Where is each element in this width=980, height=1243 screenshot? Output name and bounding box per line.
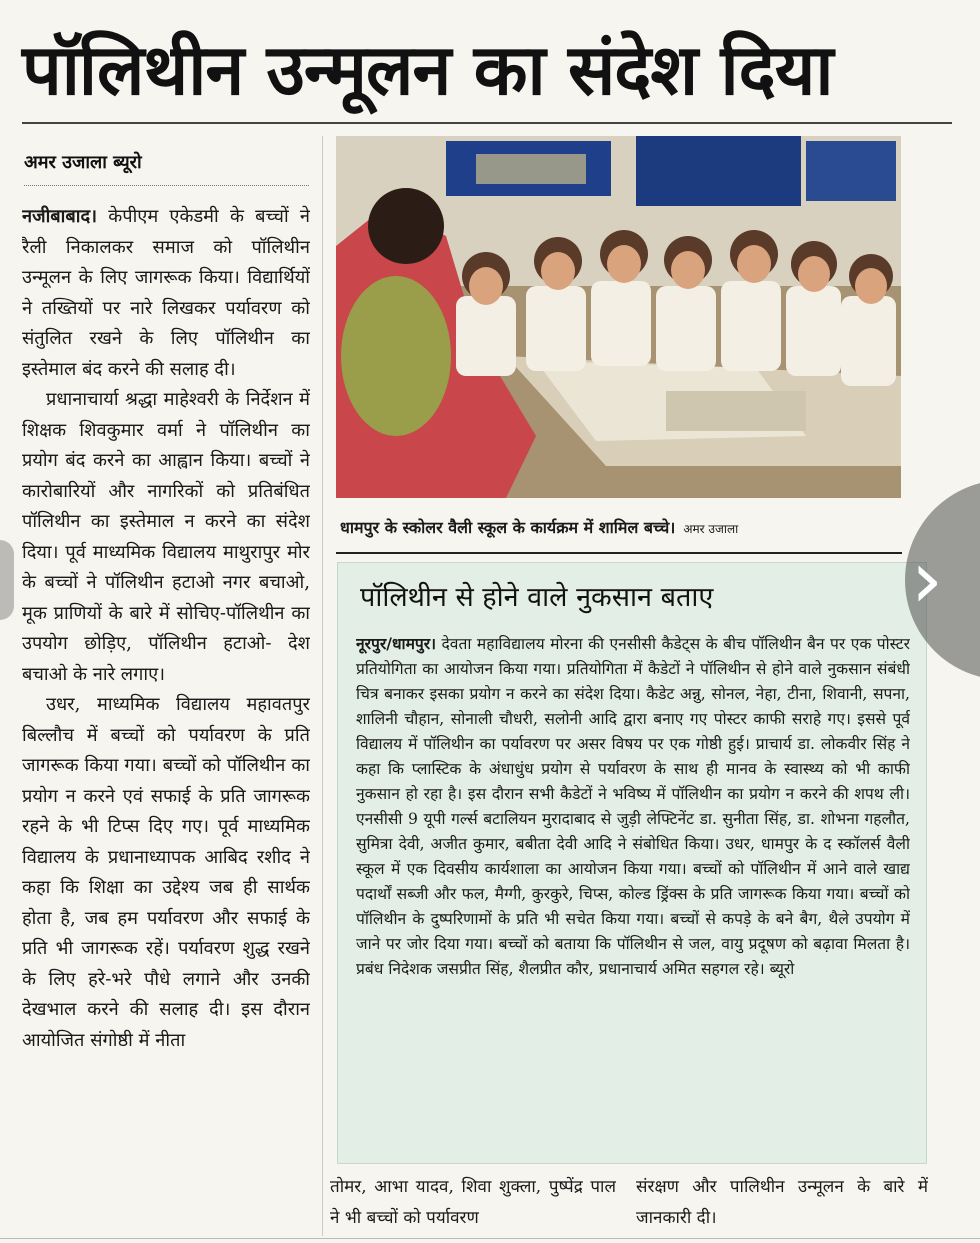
sidebar-dateline: नूरपुर/धामपुर।: [356, 634, 437, 653]
column-divider: [322, 136, 323, 1236]
article-continued-col2: तोमर, आभा यादव, शिवा शुक्ला, पुष्पेंद्र पाल ने भी बच्चों को पर्यावरण: [330, 1177, 616, 1228]
caption-rule: [336, 552, 902, 554]
classroom-photo-illustration: [336, 136, 901, 498]
article-paragraph: उधर, माध्यमिक विद्यालय महावतपुर बिल्लौच में बच्चों को पर्यावरण के प्रति जागरूक किया गया। बच्चों को पॉलिथीन का प्रयोग न करने एवं सफाई के प्रति जागरूक रहने के भी टिप्स दिए गए। पूर्व माध्यमिक विद्यालय के प्रधानाध्यापक आबिद रशीद ने कहा कि शिक्षा का उद्देश्य जब ही सार्थक होता है, जब हम पर्यावरण और सफाई के प्रति भी जागरूक रहें। पर्यावरण शुद्ध रखने के लिए हरे-भरे पौधे लगाने और उनकी देखभाल करने की सलाह दी। इस दौरान आयोजित संगोष्ठी में नीता: [22, 694, 310, 1051]
article-continued-col3: संरक्षण और पालिथीन उन्मूलन के बारे में जानकारी दी।: [636, 1177, 928, 1228]
article-dateline: नजीबाबाद।: [22, 206, 98, 227]
news-photo: [336, 136, 901, 498]
headline: पॉलिथीन उन्मूलन का संदेश दिया: [22, 29, 833, 111]
byline-rule: [24, 185, 309, 186]
sidebar-box: [337, 562, 927, 1164]
headline-rule: [22, 122, 952, 124]
next-page-chevron-icon[interactable]: ›: [905, 480, 980, 680]
sidebar-text: देवता महाविद्यालय मोरना की एनसीसी कैडेट्स के बीच पॉलिथीन बैन पर एक पोस्टर प्रतियोगिता का आयोजन किया गया। प्रतियोगिता में कैडेटों ने पॉलिथीन से होने वाले नुकसान संबंधी चित्र बनाकर इसका प्रयोग न करने का संदेश दिया। कैडेट अन्नु, सोनल, नेहा, टीना, शिवानी, सपना, शालिनी चौहान, सोनाली चौधरी, सलोनी आदि द्वारा बनाए गए पोस्टर काफी सराहे गए। इससे पूर्व विद्यालय में पॉलिथीन का पर्यावरण पर असर विषय पर एक गोष्ठी हुई। प्राचार्य डा. लोकवीर सिंह ने कहा कि प्लास्टिक के अंधाधुंध प्रयोग से पर्यावरण के साथ ही मानव के स्वास्थ्य को भी काफी नुकसान हो रहा है। इस दौरान सभी कैडेटों ने भविष्य में पॉलिथीन का प्रयोग न करने की शपथ ली। एनसीसी 9 यूपी गर्ल्स बटालियन मुरादाबाद से जुड़ी लेफ्टिनेंट डा. सुनीता सिंह, डा. शोभना गहलौत, सुमित्रा देवी, अजीत कुमार, बबीता देवी आदि ने संबोधित किया। उधर, धामपुर के द स्कॉलर्स वैली स्कूल में एक दिवसीय कार्यशाला का आयोजन किया गया। बच्चों को पॉलिथीन में आने वाले खाद्य पदार्थों सब्जी और फल, मैग्गी, कुरकुरे, चिप्स, कोल्ड ड्रिंक्स के प्रति जागरूक किया गया। बच्चों को पॉलिथीन के दुष्परिणामों के प्रति भी सचेत किया गया। बच्चों से कपड़े के बने बैग, थैले उपयोग में जाने पर जोर दिया गया। बच्चों को बताया कि पॉलिथीन से जल, वायु प्रदूषण को बढ़ावा मिलता है। प्रबंध निदेशक जसप्रीत सिंह, शैलप्रीत कौर, प्रधानाचार्य अमित सहगल रहे। ब्यूरो: [356, 635, 910, 978]
byline: अमर उजाला ब्यूरो: [24, 152, 142, 173]
sidebar-body: [356, 631, 910, 1156]
sidebar-title: पॉलिथीन से होने वाले नुकसान बताए: [360, 582, 714, 613]
bottom-rule: [0, 1238, 980, 1239]
photo-credit: अमर उजाला: [683, 522, 739, 536]
article-paragraph: प्रधानाचार्या श्रद्धा माहेश्वरी के निर्देशन में शिक्षक शिवकुमार वर्मा ने पॉलिथीन का प्रयोग बंद करने का आह्वान किया। बच्चों ने कारोबारियों और नागरिकों को प्रतिबंधित पॉलिथीन का इस्तेमाल न करने का संदेश दिया। पूर्व माध्यमिक विद्यालय माथुरापुर मोर के बच्चों ने पॉलिथीन हटाओ नगर बचाओ, मूक प्राणियों के बारे में सोचिए-पॉलिथीन का उपयोग छोड़िए, पॉलिथीन हटाओ- देश बचाओ के नारे लगाए।: [22, 389, 310, 685]
previous-page-handle[interactable]: [0, 540, 14, 620]
article-column: [22, 202, 310, 1232]
article-paragraph: नजीबाबाद। केपीएम एकेडमी के बच्चों ने रैली निकालकर समाज को पॉलिथीन उन्मूलन के लिए जागरूक किया। विद्यार्थियों ने तख्तियों पर नारे लिखकर पर्यावरण को संतुलित रखने के लिए पॉलिथीन का इस्तेमाल बंद करने की सलाह दी।: [22, 206, 310, 380]
photo-caption: धामपुर के स्कोलर वैली स्कूल के कार्यक्रम में शामिल बच्चे। अमर उजाला: [340, 518, 739, 537]
